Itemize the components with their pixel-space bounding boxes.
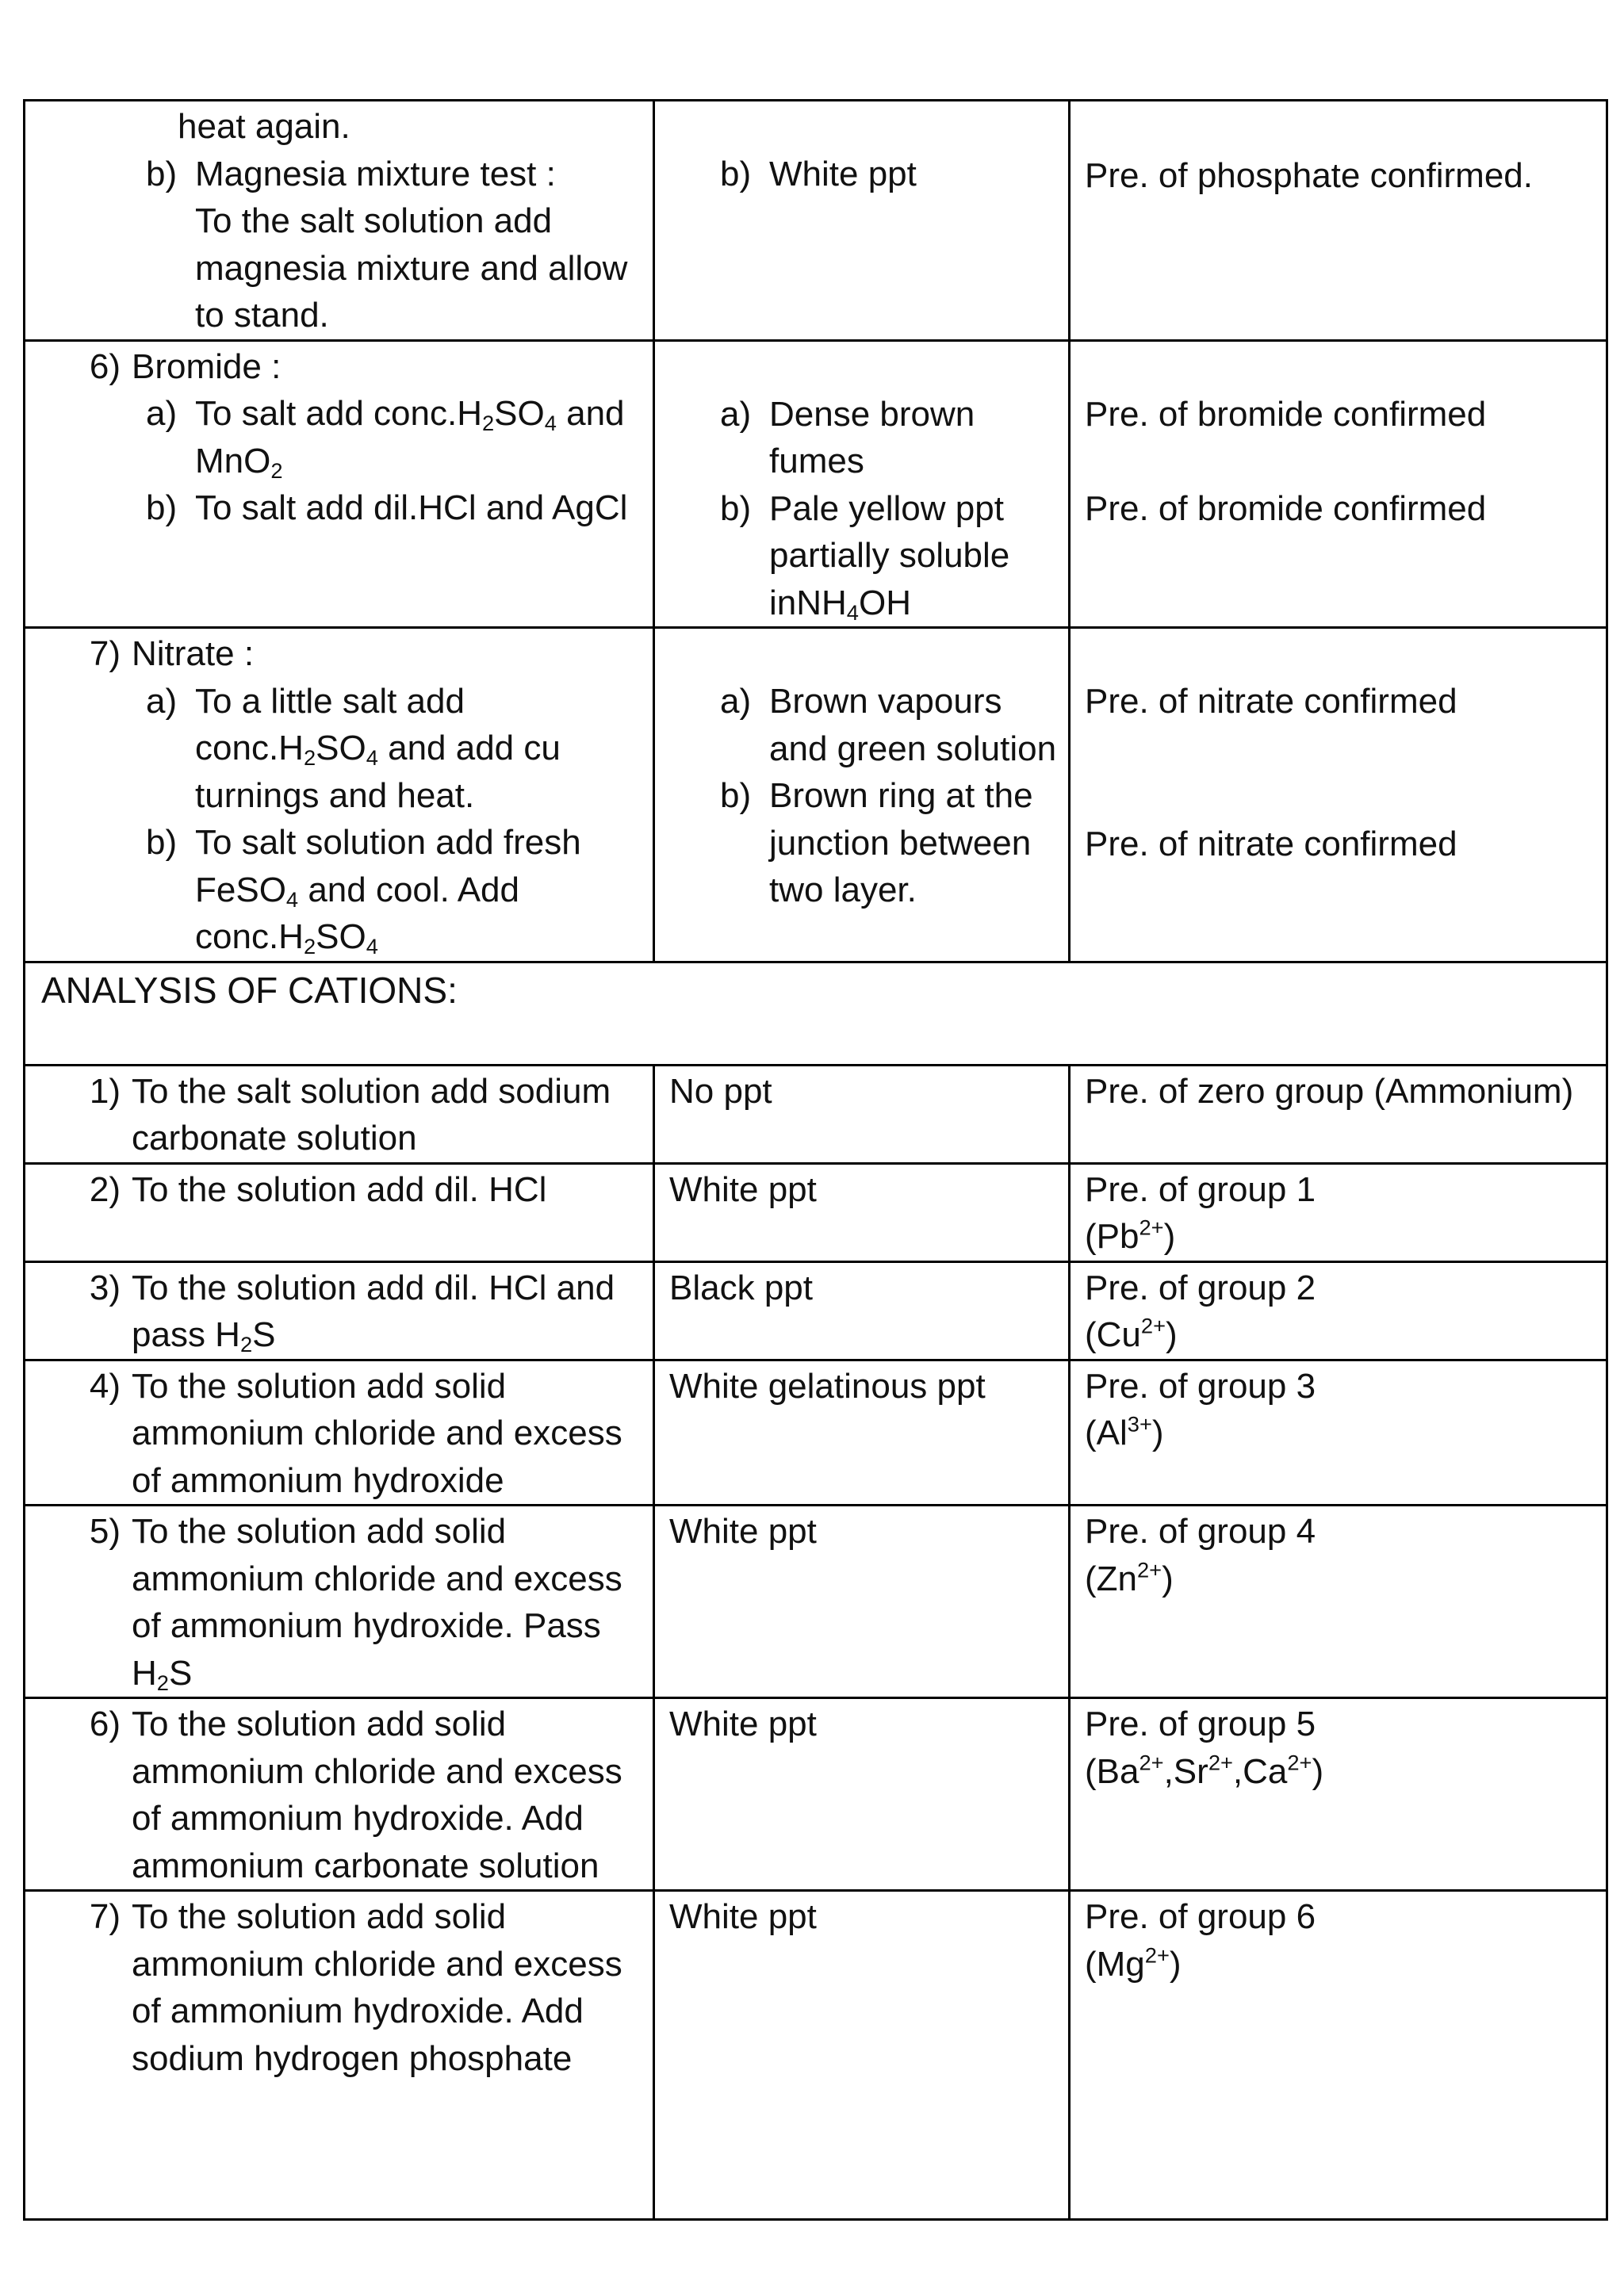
inference-cell bbox=[1070, 628, 1607, 962]
inference-text: Pre. of group 6 $(Mg^{2+})$ bbox=[1085, 1897, 1316, 1984]
table-row bbox=[25, 628, 1607, 962]
test-line: To the salt solution add bbox=[195, 201, 553, 240]
observation-text: Brown ring at the junction between two layer. bbox=[769, 776, 1033, 909]
section-title-cell bbox=[25, 962, 1607, 1065]
test-text: To salt add dil.HCl and AgCl bbox=[195, 488, 628, 527]
anion-title: Bromide : bbox=[132, 346, 282, 386]
observation-text: Black ppt bbox=[669, 1268, 813, 1307]
test-cell bbox=[25, 1065, 654, 1163]
observation-text: Pale yellow ppt partially soluble inNH$_4$OH bbox=[769, 488, 1010, 625]
inference-text: Pre. of nitrate confirmed bbox=[1085, 682, 1457, 721]
observation-text: No ppt bbox=[669, 1071, 772, 1111]
inference-text: Pre. of group 3 $(Al^{3+})$ bbox=[1085, 1366, 1316, 1452]
inference-cell bbox=[1070, 1698, 1607, 1891]
test-text: To the solution add solid ammonium chloride and excess of ammonium hydroxide. Add ammonium carbonate solution bbox=[132, 1705, 622, 1885]
test-text: To the solution add dil. HCl bbox=[132, 1169, 547, 1209]
test-text: To the solution add solid ammonium chloride and excess of ammonium hydroxide. Pass $H_2S$ bbox=[132, 1512, 622, 1695]
inference-cell bbox=[1070, 1261, 1607, 1360]
test-text: To the salt solution add sodium carbonate solution bbox=[132, 1071, 611, 1158]
section-row bbox=[25, 962, 1607, 1065]
inference-cell bbox=[1070, 1163, 1607, 1261]
item-label: b) bbox=[720, 776, 752, 815]
inference-text: Pre. of group 4 $(Zn^{2+})$ bbox=[1085, 1512, 1316, 1598]
observation-cell bbox=[654, 1506, 1070, 1698]
analysis-table bbox=[23, 99, 1608, 2221]
table-row bbox=[25, 1698, 1607, 1891]
item-label: b) bbox=[720, 488, 752, 528]
item-label: b) bbox=[146, 154, 178, 193]
test-text: To the solution add solid ammonium chloride and excess of ammonium hydroxide bbox=[132, 1366, 622, 1500]
observation-text: White ppt bbox=[669, 1705, 817, 1743]
test-line: Magnesia mixture test : bbox=[195, 154, 556, 193]
test-cell bbox=[25, 101, 654, 341]
test-text: To a little salt add $conc.H_2SO_4$ and add cu turnings and heat. bbox=[195, 681, 561, 815]
observation-cell bbox=[654, 101, 1070, 341]
item-label: a) bbox=[146, 394, 178, 433]
section-title: ANALYSIS OF CATIONS: bbox=[41, 969, 458, 1011]
inference-text: Pre. of nitrate confirmed bbox=[1085, 824, 1457, 863]
test-text: To salt solution add fresh FeSO$_4$ and cool. Add $conc.H_2SO_4$ bbox=[195, 823, 581, 959]
item-label: a) bbox=[720, 682, 752, 721]
inference-cell bbox=[1070, 340, 1607, 628]
observation-cell bbox=[654, 1360, 1070, 1506]
observation-text: Dense brown fumes bbox=[769, 394, 975, 480]
test-line: magnesia mixture and allow bbox=[195, 248, 628, 288]
test-cell bbox=[25, 1261, 654, 1360]
inference-text: Pre. of bromide confirmed bbox=[1085, 394, 1487, 434]
test-text: To salt add $conc.H_2SO_4$ and MnO$_2$ bbox=[195, 394, 625, 483]
observation-cell bbox=[654, 1261, 1070, 1360]
observation-text: Brown vapours and green solution bbox=[769, 682, 1057, 768]
item-label: b) bbox=[146, 823, 178, 862]
table-row bbox=[25, 340, 1607, 628]
item-label: b) bbox=[146, 488, 178, 527]
item-number: 3) bbox=[89, 1268, 121, 1307]
item-number: 2) bbox=[89, 1169, 121, 1209]
continued-text: heat again. bbox=[178, 107, 350, 146]
inference-text: Pre. of zero group (Ammonium) bbox=[1085, 1071, 1574, 1111]
observation-text: White ppt bbox=[669, 1169, 817, 1209]
test-cell bbox=[25, 1891, 654, 2220]
inference-text: Pre. of bromide confirmed bbox=[1085, 489, 1487, 528]
test-cell bbox=[25, 1360, 654, 1506]
observation-text: White ppt bbox=[669, 1897, 817, 1936]
table-row bbox=[25, 1261, 1607, 1360]
test-cell bbox=[25, 1698, 654, 1891]
item-label: b) bbox=[720, 155, 752, 193]
table-row bbox=[25, 1163, 1607, 1261]
item-number: 6) bbox=[89, 346, 121, 386]
item-number: 4) bbox=[89, 1366, 121, 1406]
item-label: a) bbox=[146, 681, 178, 721]
table-row bbox=[25, 1360, 1607, 1506]
observation-cell bbox=[654, 1163, 1070, 1261]
test-line: to stand. bbox=[195, 296, 329, 335]
inference-cell bbox=[1070, 1891, 1607, 2220]
test-cell bbox=[25, 1506, 654, 1698]
document-page bbox=[23, 99, 1606, 2221]
item-number: 5) bbox=[89, 1512, 121, 1551]
test-cell bbox=[25, 1163, 654, 1261]
item-number: 1) bbox=[89, 1071, 121, 1111]
table-row bbox=[25, 1065, 1607, 1163]
observation-text: White ppt bbox=[769, 155, 917, 193]
item-number: 7) bbox=[89, 634, 121, 673]
inference-cell bbox=[1070, 1360, 1607, 1506]
observation-cell bbox=[654, 1065, 1070, 1163]
inference-text: Pre. of group 1 $(Pb^{2+})$ bbox=[1085, 1169, 1316, 1256]
observation-cell bbox=[654, 628, 1070, 962]
test-cell bbox=[25, 628, 654, 962]
observation-cell bbox=[654, 1891, 1070, 2220]
item-number: 7) bbox=[89, 1897, 121, 1936]
table-row bbox=[25, 1891, 1607, 2220]
inference-cell bbox=[1070, 101, 1607, 341]
observation-cell bbox=[654, 340, 1070, 628]
inference-text: Pre. of group 2 $(Cu^{2+})$ bbox=[1085, 1268, 1316, 1354]
test-cell bbox=[25, 340, 654, 628]
item-number: 6) bbox=[89, 1705, 121, 1743]
test-text: To the solution add solid ammonium chloride and excess of ammonium hydroxide. Add sodium hydrogen phosphate bbox=[132, 1897, 622, 2078]
table-row bbox=[25, 1506, 1607, 1698]
observation-text: White gelatinous ppt bbox=[669, 1366, 986, 1406]
test-text: To the solution add dil. HCl and pass $H_2S$ bbox=[132, 1268, 615, 1357]
anion-title: Nitrate : bbox=[132, 634, 255, 673]
inference-text: Pre. of phosphate confirmed. bbox=[1085, 156, 1533, 195]
inference-cell bbox=[1070, 1506, 1607, 1698]
table-row bbox=[25, 101, 1607, 341]
inference-cell bbox=[1070, 1065, 1607, 1163]
observation-cell bbox=[654, 1698, 1070, 1891]
observation-text: White ppt bbox=[669, 1512, 817, 1551]
item-label: a) bbox=[720, 394, 752, 434]
inference-text: Pre. of group 5 $(Ba^{2+},Sr^{2+},Ca^{2+})$ bbox=[1085, 1705, 1324, 1791]
